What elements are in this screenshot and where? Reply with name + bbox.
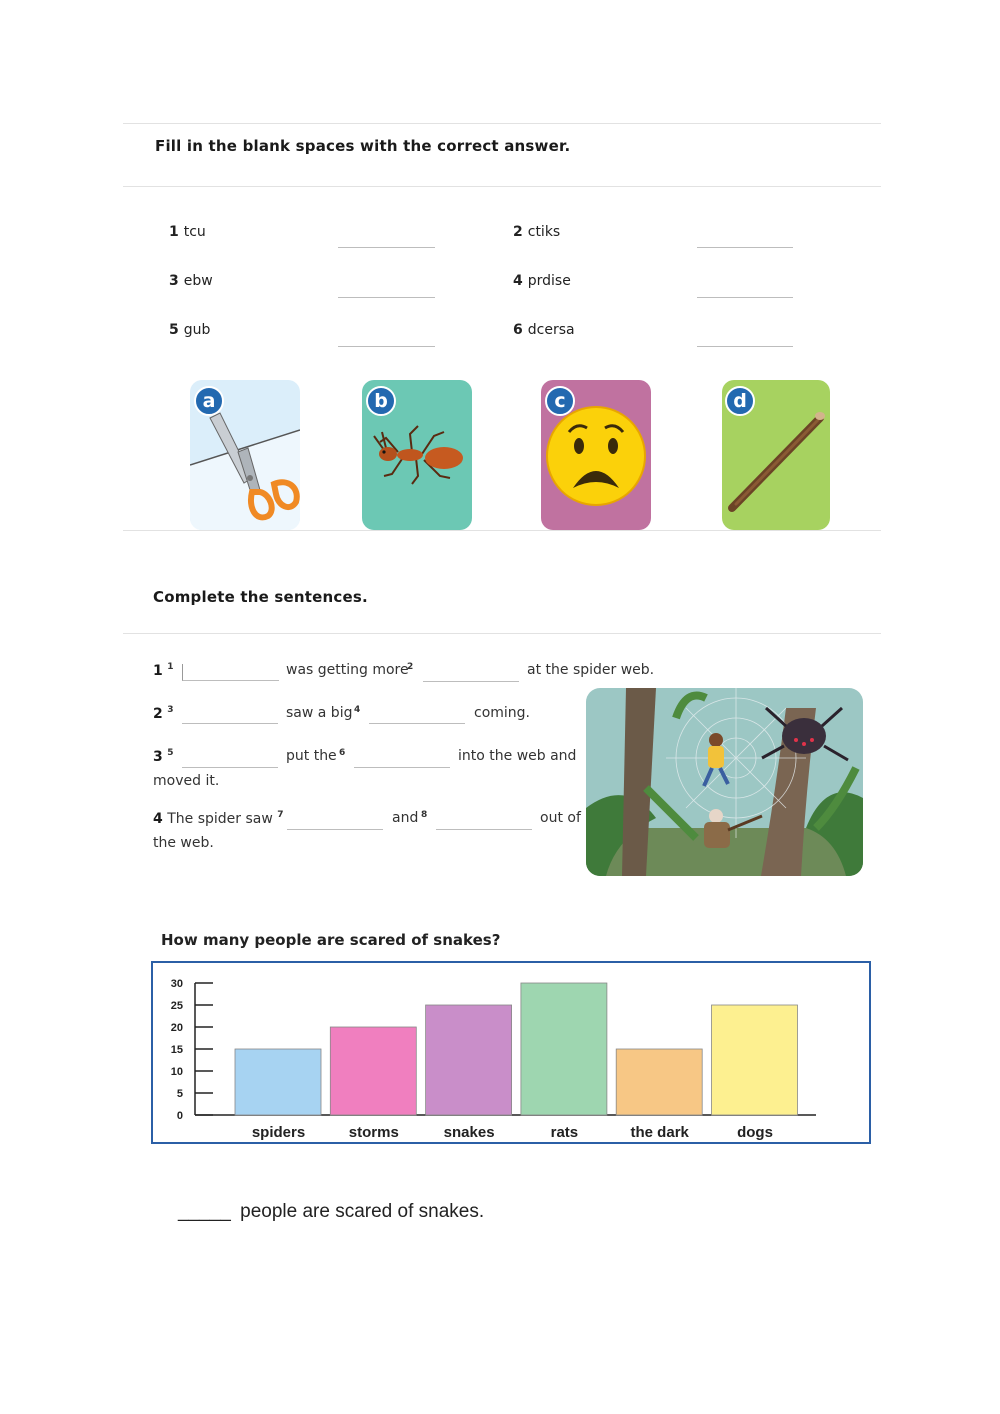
x-tick-label: spiders [251, 1124, 306, 1141]
answer-text: people are scared of snakes. [240, 1201, 485, 1222]
sentence-blank-1[interactable] [182, 664, 279, 681]
y-tick-label: 30 [170, 978, 183, 990]
sentence-blank-2[interactable] [423, 681, 519, 682]
story-illustration [586, 688, 863, 876]
sentence-text: put the [286, 748, 337, 764]
bar-dogs [712, 1005, 798, 1115]
bar-the-dark [616, 1049, 702, 1115]
y-tick-label: 25 [170, 1000, 183, 1012]
divider [123, 123, 881, 124]
answer-blank-6[interactable] [697, 346, 793, 347]
section-heading: Complete the sentences. [153, 588, 368, 606]
scrambled-word: 6 dcersa [513, 322, 575, 338]
y-tick-label: 15 [170, 1044, 183, 1056]
scrambled-word: 1 tcu [169, 224, 206, 240]
y-tick-label: 0 [176, 1110, 183, 1122]
card-letter-c: c [545, 386, 575, 416]
sentence-blank-4[interactable] [369, 723, 465, 724]
blank-number: 4 [354, 705, 361, 715]
sentence-text: at the spider web. [527, 662, 655, 678]
sentence-text: into the web and [458, 748, 577, 764]
y-tick-label: 10 [170, 1066, 183, 1078]
x-tick-label: snakes [443, 1124, 495, 1141]
section-heading: Fill in the blank spaces with the correct answer. [155, 137, 571, 155]
sentence-text: and [392, 810, 419, 826]
chart-frame [151, 961, 871, 1144]
scrambled-word: 2 ctiks [513, 224, 561, 240]
sentence-blank-8[interactable] [436, 829, 532, 830]
answer-line [178, 1201, 484, 1223]
card-letter-b: b [366, 386, 396, 416]
scrambled-word: 4 prdise [513, 273, 571, 289]
x-tick-label: dogs [737, 1124, 773, 1141]
chart-title: How many people are scared of snakes? [161, 931, 501, 949]
sentence-blank-7[interactable] [287, 829, 383, 830]
x-tick-label: rats [550, 1124, 579, 1141]
blank-number: 2 [407, 662, 414, 672]
divider [123, 530, 881, 531]
bar-spiders [235, 1049, 321, 1115]
x-tick-label: storms [348, 1124, 399, 1141]
y-tick-label: 20 [170, 1022, 183, 1034]
sentence-text: saw a big [286, 705, 353, 721]
blank-number: 6 [339, 748, 346, 758]
bar-storms [330, 1027, 416, 1115]
sentence-blank-6[interactable] [354, 767, 450, 768]
answer-blank-2[interactable] [697, 247, 793, 248]
y-tick-label: 5 [176, 1088, 183, 1100]
sentence-4: 4 The spider saw $^7$ [153, 810, 284, 827]
answer-blank-4[interactable] [697, 297, 793, 298]
bar-chart [153, 963, 869, 1142]
sentence-blank-3[interactable] [182, 723, 278, 724]
answer-blank-1[interactable] [338, 247, 435, 248]
card-letter-d: d [725, 386, 755, 416]
answer-blank[interactable]: _____ [178, 1201, 231, 1222]
scrambled-word: 5 gub [169, 322, 211, 338]
sentence-2: 2 $^3$ [153, 705, 174, 722]
sentence-text: coming. [474, 705, 530, 721]
answer-blank-3[interactable] [338, 297, 435, 298]
answer-blank-5[interactable] [338, 346, 435, 347]
sentence-text: the web. [153, 835, 214, 851]
sentence-1: 1 $^1$ [153, 662, 174, 679]
bar-snakes [426, 1005, 512, 1115]
sentence-text: out of [540, 810, 581, 826]
divider [123, 186, 881, 187]
sentence-text: moved it. [153, 773, 220, 789]
card-letter-a: a [194, 386, 224, 416]
sentence-3: 3 $^5$ [153, 748, 174, 765]
bar-rats [521, 983, 607, 1115]
divider [123, 633, 881, 634]
x-tick-label: the dark [630, 1124, 689, 1141]
blank-number: 8 [421, 810, 428, 820]
scrambled-word: 3 ebw [169, 273, 213, 289]
sentence-blank-5[interactable] [182, 767, 278, 768]
sentence-text: was getting more [286, 662, 409, 678]
